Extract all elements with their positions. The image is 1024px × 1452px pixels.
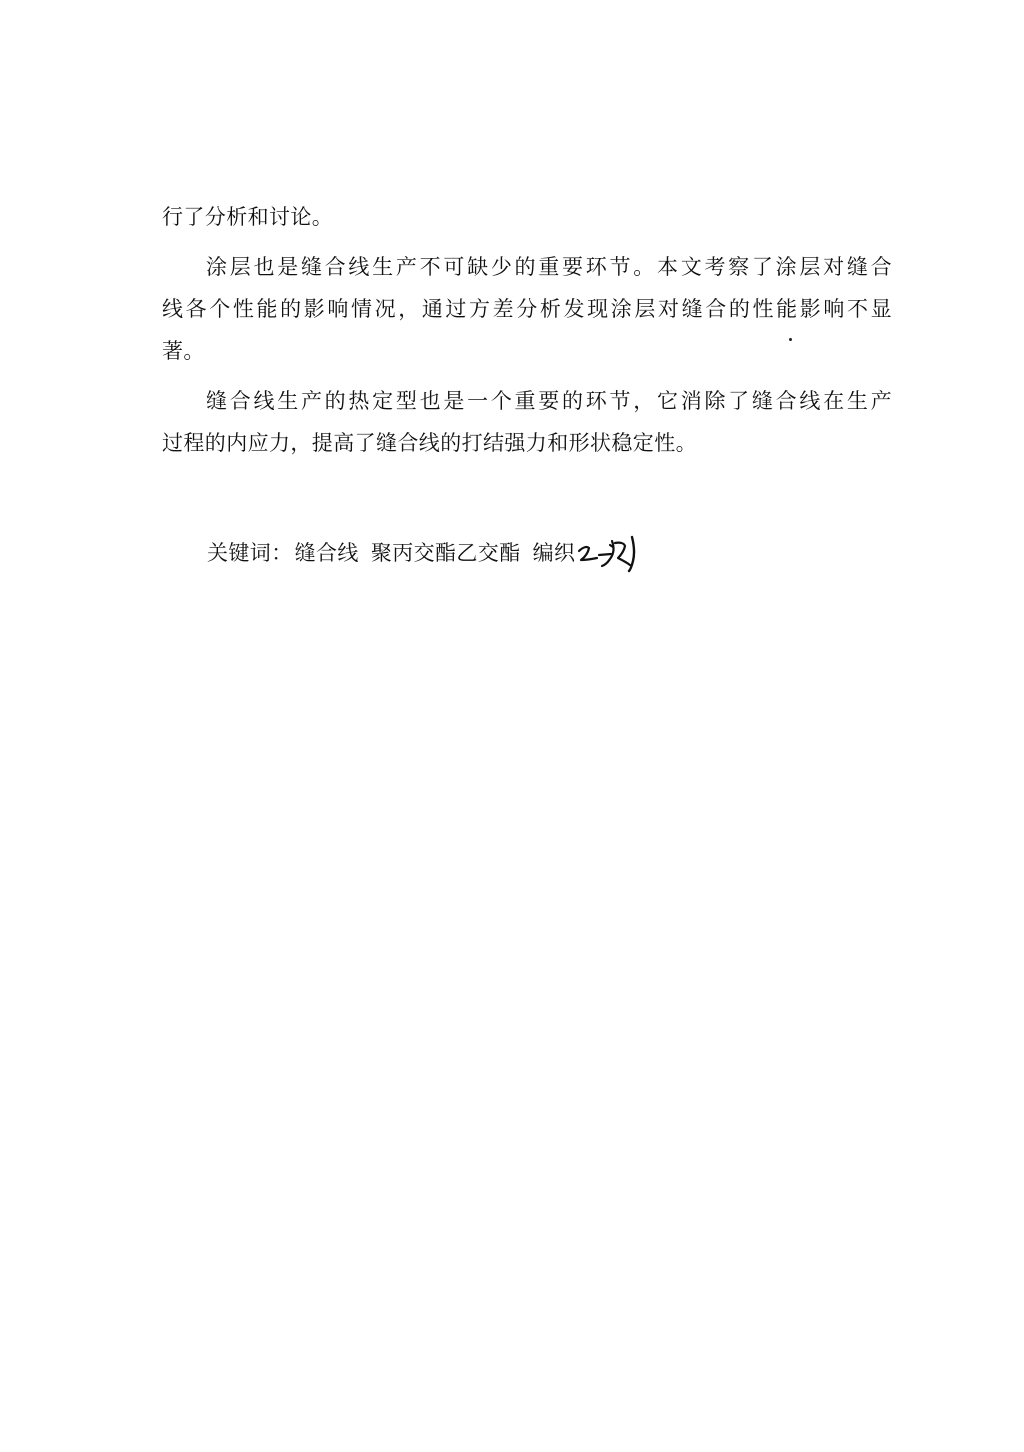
keywords-label: 关键词： — [207, 541, 293, 565]
body-text — [162, 196, 892, 464]
paragraph-line: 著。 — [162, 339, 205, 363]
paragraph-line: 缝合线生产的热定型也是一个重要的环节，它消除了缝合线在生产 — [206, 389, 892, 413]
keyword-item: 聚丙交酯乙交酯 — [370, 541, 521, 565]
keyword-item: 编织 — [532, 541, 576, 565]
handwritten-annotation — [577, 533, 641, 573]
paragraph-line: 行了分析和讨论。 — [162, 205, 334, 229]
paragraph-line: 过程的内应力，提高了缝合线的打结强力和形状稳定性。 — [162, 431, 697, 455]
keywords-line — [207, 532, 641, 574]
keyword-item: 缝合线 — [294, 541, 359, 565]
paragraph-line: 涂层也是缝合线生产不可缺少的重要环节。本文考察了涂层对缝合 — [206, 255, 892, 279]
scan-speck — [789, 338, 792, 341]
paragraph-line: 线各个性能的影响情况，通过方差分析发现涂层对缝合的性能影响不显 — [162, 297, 892, 321]
